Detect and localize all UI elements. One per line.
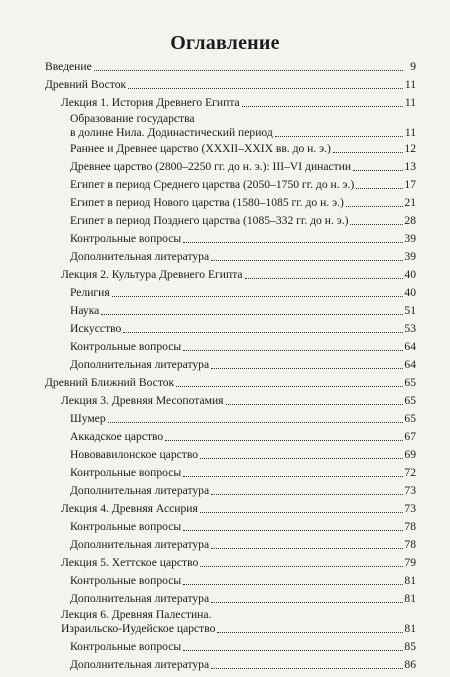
toc-entry-label: Лекция 6. Древняя Палестина. Израильско-Иудейское царство [61, 608, 216, 635]
toc-entry-science [70, 304, 416, 318]
toc-entry-page: 40 [404, 286, 416, 299]
toc-entry-label: Искусство [70, 322, 122, 335]
toc-entry-label: Египет в период Среднего царства (2050–1750 гг. до н. э.) [70, 178, 355, 191]
toc-entry-early-kingdom [70, 142, 416, 156]
leader-dots [211, 493, 403, 495]
toc-entry-page: 28 [404, 214, 416, 227]
toc-entry-label: Лекция 1. История Древнего Египта [61, 96, 240, 109]
leader-dots [356, 187, 403, 189]
toc-entry-label: Египет в период Позднего царства (1085–332 гг. до н. э.) [70, 214, 349, 227]
toc-entry-page: 65 [404, 376, 416, 389]
toc-entry-review-questions [70, 574, 416, 588]
toc-entry-label: Наука [70, 304, 100, 317]
toc-entry-page: 86 [404, 658, 416, 671]
leader-dots [217, 631, 403, 633]
toc-entry-lecture-1 [61, 96, 416, 110]
leader-dots [176, 385, 403, 387]
toc-entry-page: 81 [404, 592, 416, 605]
toc-entry-page: 12 [404, 142, 416, 155]
toc-entry-label: Образование государства в долине Нила. Додинастический период [70, 112, 273, 139]
toc-entry-ancient-near-east [45, 376, 416, 390]
leader-dots [211, 547, 403, 549]
leader-dots [200, 565, 403, 567]
toc-entry-page: 39 [404, 250, 416, 263]
toc-entry-label: Дополнительная литература [70, 592, 210, 605]
toc-entry-label: Древний Восток [45, 78, 127, 91]
toc-entry-page: 69 [404, 448, 416, 461]
toc-entry-label: Дополнительная литература [70, 658, 210, 671]
toc-entry-akkad [70, 430, 416, 444]
toc-entry-label: Лекция 5. Хеттское царство [61, 556, 199, 569]
toc-entry-label: Контрольные вопросы [70, 520, 182, 533]
toc-entry-middle-kingdom [70, 178, 416, 192]
toc-entry-page: 64 [404, 358, 416, 371]
toc-entry-page: 73 [404, 484, 416, 497]
toc-entry-further-reading [70, 484, 416, 498]
toc-entry-label: Контрольные вопросы [70, 640, 182, 653]
leader-dots [94, 69, 403, 71]
toc-entry-review-questions [70, 340, 416, 354]
toc-entry-further-reading [70, 358, 416, 372]
toc-entry-label: Древнее царство (2800–2250 гг. до н. э.): III–VI династии [70, 160, 352, 173]
toc-entry-page: 21 [404, 196, 416, 209]
toc-entry-label: Контрольные вопросы [70, 340, 182, 353]
page-title: Оглавление [170, 32, 280, 54]
leader-dots [165, 439, 403, 441]
leader-dots [183, 349, 403, 351]
toc-entry-state-formation [70, 112, 416, 140]
leader-dots [353, 169, 403, 171]
toc-entry-review-questions [70, 466, 416, 480]
toc-entry-page: 51 [404, 304, 416, 317]
toc-entry-page: 85 [404, 640, 416, 653]
toc-entry-review-questions [70, 640, 416, 654]
toc-entry-review-questions [70, 520, 416, 534]
toc-entry-page: 11 [404, 126, 416, 139]
toc-entry-label: Лекция 3. Древняя Месопотамия [61, 394, 224, 407]
toc-entry-page: 53 [404, 322, 416, 335]
toc-entry-label: Древний Ближний Восток [45, 376, 175, 389]
leader-dots [350, 223, 403, 225]
toc-entry-lecture-6 [61, 608, 416, 636]
toc-entry-page: 73 [404, 502, 416, 515]
leader-dots [242, 105, 403, 107]
toc-entry-label: Введение [45, 60, 92, 73]
toc-entry-late-kingdom [70, 214, 416, 228]
leader-dots [245, 277, 403, 279]
toc-entry-page: 67 [404, 430, 416, 443]
leader-dots [108, 421, 403, 423]
toc-entry-old-kingdom [70, 160, 416, 174]
leader-dots [211, 667, 403, 669]
leader-dots [275, 135, 403, 137]
toc-entry-page: 39 [404, 232, 416, 245]
toc-entry-page: 81 [404, 622, 416, 635]
leader-dots [128, 87, 403, 89]
toc-entry-page: 79 [404, 556, 416, 569]
leader-dots [123, 331, 403, 333]
toc-entry-page: 64 [404, 340, 416, 353]
toc-entry-page: 11 [404, 78, 416, 91]
toc-entry-label: Лекция 4. Древняя Ассирия [61, 502, 198, 515]
leader-dots [183, 649, 403, 651]
leader-dots [183, 241, 403, 243]
toc-entry-further-reading [70, 250, 416, 264]
toc-entry-label: Раннее и Древнее царство (XXXII–XXIX вв. до н. э.) [70, 142, 331, 155]
toc-entry-lecture-5 [61, 556, 416, 570]
toc-entry-page: 65 [404, 394, 416, 407]
toc-entry-label: Нововавилонское царство [70, 448, 199, 461]
toc-entry-further-reading [70, 538, 416, 552]
leader-dots [183, 583, 403, 585]
toc-entry-sumer [70, 412, 416, 426]
leader-dots [183, 475, 403, 477]
toc-entry-page: 11 [404, 96, 416, 109]
toc-entry-label: Дополнительная литература [70, 358, 210, 371]
toc-entry-label: Контрольные вопросы [70, 232, 182, 245]
toc-entry-page: 72 [404, 466, 416, 479]
toc-entry-ancient-east [45, 78, 416, 92]
leader-dots [211, 367, 403, 369]
toc-entry-page: 78 [404, 538, 416, 551]
toc-entry-further-reading [70, 658, 416, 672]
toc-entry-label: Контрольные вопросы [70, 466, 182, 479]
toc-entry-art [70, 322, 416, 336]
toc-entry-page: 78 [404, 520, 416, 533]
leader-dots [346, 205, 403, 207]
toc-entry-page: 81 [404, 574, 416, 587]
toc-entry-label: Аккадское царство [70, 430, 164, 443]
toc-entry-lecture-2 [61, 268, 416, 282]
leader-dots [112, 295, 403, 297]
toc-entry-religion [70, 286, 416, 300]
toc-entry-further-reading [70, 592, 416, 606]
leader-dots [226, 403, 404, 405]
leader-dots [200, 511, 403, 513]
toc-entry-label: Египет в период Нового царства (1580–1085 гг. до н. э.) [70, 196, 344, 209]
toc-entry-label: Дополнительная литература [70, 484, 210, 497]
leader-dots [183, 529, 403, 531]
toc-entry-page: 40 [404, 268, 416, 281]
toc-entry-label: Шумер [70, 412, 106, 425]
leader-dots [211, 601, 403, 603]
toc-entry-label: Лекция 2. Культура Древнего Египта [61, 268, 243, 281]
leader-dots [200, 457, 403, 459]
toc-entry-new-kingdom [70, 196, 416, 210]
toc-entry-page: 65 [404, 412, 416, 425]
toc-entry-introduction [45, 60, 416, 74]
toc-entry-page: 17 [404, 178, 416, 191]
toc-entry-label: Контрольные вопросы [70, 574, 182, 587]
toc-entry-label: Дополнительная литература [70, 538, 210, 551]
toc-entry-page: 9 [410, 60, 416, 73]
toc-entry-neo-babylon [70, 448, 416, 462]
leader-dots [211, 259, 403, 261]
toc-entry-label: Дополнительная литература [70, 250, 210, 263]
toc-entry-lecture-3 [61, 394, 416, 408]
toc-entry-label: Религия [70, 286, 110, 299]
leader-dots [101, 313, 403, 315]
leader-dots [333, 151, 403, 153]
toc-entry-review-questions [70, 232, 416, 246]
toc-entry-lecture-4 [61, 502, 416, 516]
toc-entry-page: 13 [404, 160, 416, 173]
